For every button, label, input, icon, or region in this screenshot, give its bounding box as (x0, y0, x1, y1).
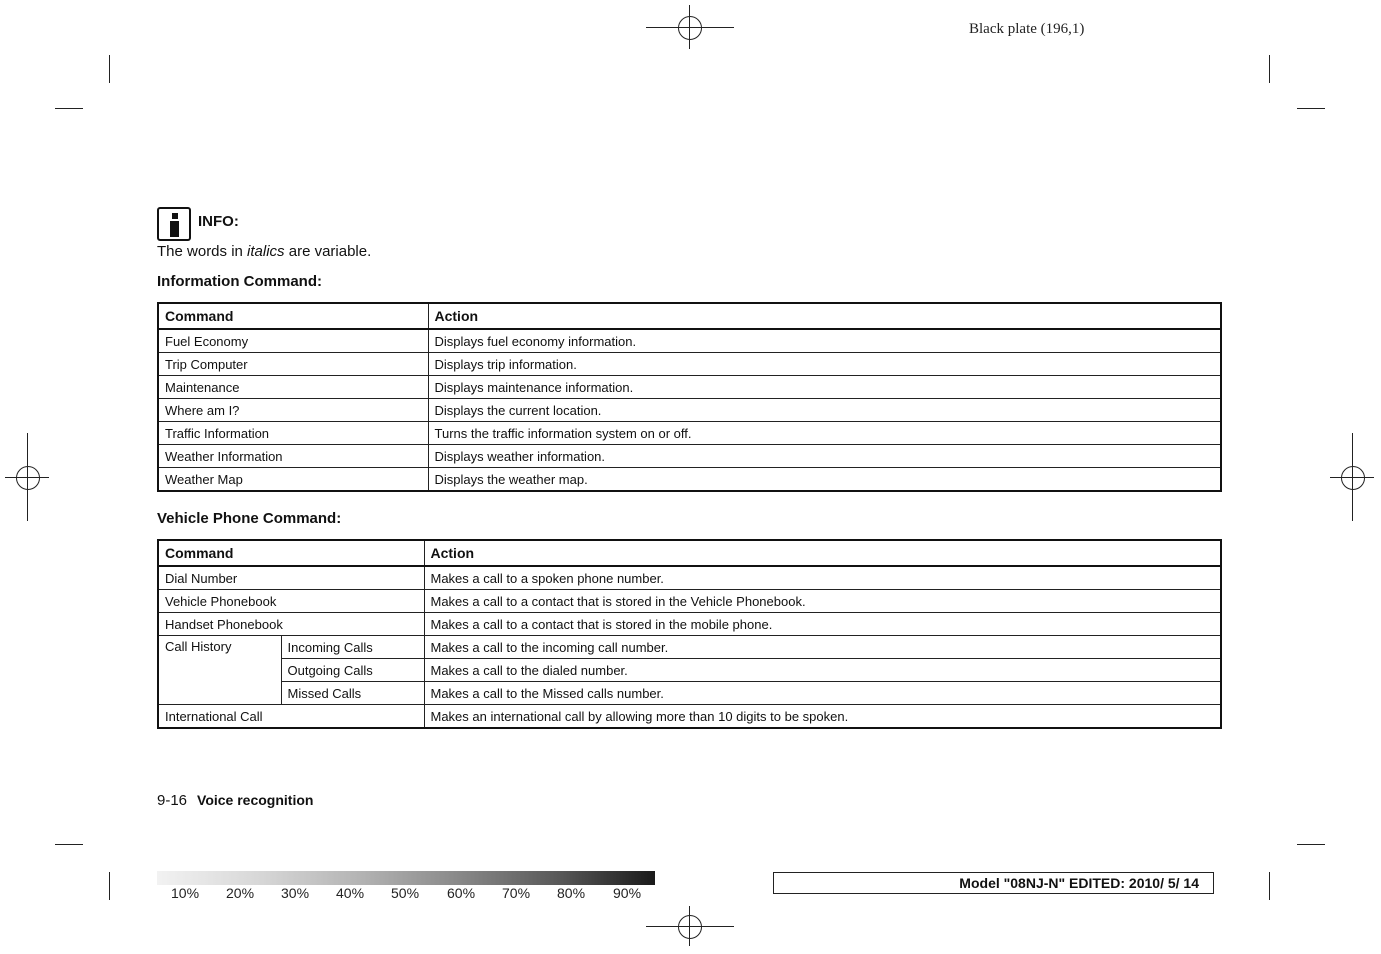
tone-scale-label: 70% (502, 885, 531, 901)
tone-scale-label: 50% (391, 885, 420, 901)
crop-mark (1269, 872, 1270, 900)
page-number: 9-16 (157, 792, 188, 809)
action-cell: Makes a call to the incoming call number. (424, 636, 1221, 659)
command-cell: Traffic Information (158, 422, 428, 445)
action-cell: Displays the current location. (428, 399, 1221, 422)
tone-scale-label: 30% (281, 885, 310, 901)
registration-circle (678, 16, 702, 40)
table-row (158, 399, 1221, 422)
command-cell: International Call (158, 705, 424, 729)
column-header: Command (158, 303, 428, 329)
table-row (158, 566, 1221, 590)
tone-scale-label: 40% (336, 885, 365, 901)
action-cell: Makes an international call by allowing more than 10 digits to be spoken. (424, 705, 1221, 729)
action-cell: Displays fuel economy information. (428, 329, 1221, 353)
action-cell: Makes a call to a contact that is stored in the mobile phone. (424, 613, 1221, 636)
crop-mark (109, 55, 110, 83)
info-icon (157, 207, 191, 241)
table-row (158, 329, 1221, 353)
info-note: The words in italics are variable. (157, 243, 372, 260)
command-cell: Weather Map (158, 468, 428, 492)
table-row (158, 590, 1221, 613)
tone-scale-label: 20% (226, 885, 255, 901)
command-cell: Weather Information (158, 445, 428, 468)
table-row (158, 636, 1221, 659)
table-row (158, 659, 1221, 682)
info-title: INFO: (198, 213, 239, 230)
table-row (158, 705, 1221, 729)
command-cell: Maintenance (158, 376, 428, 399)
subcommand-cell: Missed Calls (281, 682, 424, 705)
column-header: Command (158, 540, 424, 566)
action-cell: Displays weather information. (428, 445, 1221, 468)
table-header-row (158, 540, 1221, 566)
registration-circle (16, 466, 40, 490)
registration-circle (678, 915, 702, 939)
tone-scale-label: 80% (557, 885, 586, 901)
page-footer (157, 792, 313, 809)
command-cell: Trip Computer (158, 353, 428, 376)
tone-scale-label: 90% (613, 885, 642, 901)
subcommand-cell: Outgoing Calls (281, 659, 424, 682)
table-row (158, 613, 1221, 636)
crop-mark (55, 844, 83, 845)
action-cell: Turns the traffic information system on or off. (428, 422, 1221, 445)
command-cell: Fuel Economy (158, 329, 428, 353)
table-row (158, 682, 1221, 705)
table-row (158, 422, 1221, 445)
tone-scale-label: 10% (171, 885, 200, 901)
tone-scale-label: 60% (447, 885, 476, 901)
action-cell: Makes a call to the dialed number. (424, 659, 1221, 682)
information-command-table (157, 302, 1222, 492)
action-cell: Displays trip information. (428, 353, 1221, 376)
subcommand-cell: Incoming Calls (281, 636, 424, 659)
vehicle-phone-command-table (157, 539, 1222, 729)
vehicle-phone-command-heading: Vehicle Phone Command: (157, 510, 342, 527)
command-cell: Where am I? (158, 399, 428, 422)
model-edited-label: Model "08NJ-N" EDITED: 2010/ 5/ 14 (773, 872, 1214, 894)
table-row (158, 353, 1221, 376)
crop-mark (1297, 108, 1325, 109)
crop-mark (1269, 55, 1270, 83)
crop-mark (55, 108, 83, 109)
plate-label: Black plate (196,1) (969, 21, 1085, 37)
command-cell: Handset Phonebook (158, 613, 424, 636)
information-command-heading: Information Command: (157, 273, 322, 290)
column-header: Action (424, 540, 1221, 566)
registration-circle (1341, 466, 1365, 490)
column-header: Action (428, 303, 1221, 329)
table-row (158, 445, 1221, 468)
tone-scale-bar (157, 871, 655, 885)
table-header-row (158, 303, 1221, 329)
table-row (158, 468, 1221, 492)
command-cell: Vehicle Phonebook (158, 590, 424, 613)
action-cell: Displays maintenance information. (428, 376, 1221, 399)
section-title: Voice recognition (197, 792, 314, 808)
table-row (158, 376, 1221, 399)
call-history-cell: Call History (158, 636, 281, 705)
crop-mark (109, 872, 110, 900)
action-cell: Makes a call to the Missed calls number. (424, 682, 1221, 705)
command-cell: Dial Number (158, 566, 424, 590)
crop-mark (1297, 844, 1325, 845)
action-cell: Makes a call to a contact that is stored in the Vehicle Phonebook. (424, 590, 1221, 613)
action-cell: Displays the weather map. (428, 468, 1221, 492)
action-cell: Makes a call to a spoken phone number. (424, 566, 1221, 590)
